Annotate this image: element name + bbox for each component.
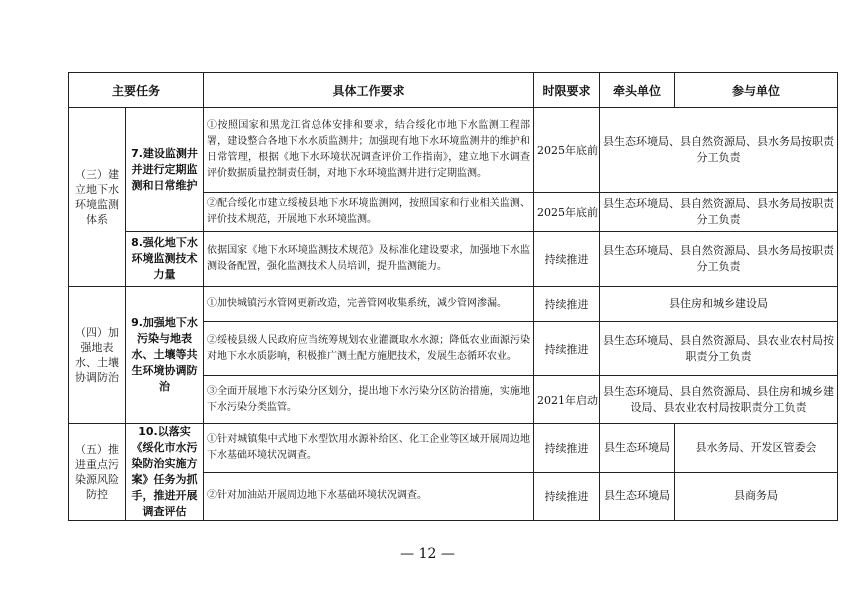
deadline-cell: 2025年底前 [534, 193, 600, 232]
table-row [69, 287, 838, 322]
lead-unit-cell: 县生态环境局 [600, 424, 675, 473]
lead-unit-cell: 县生态环境局 [600, 472, 675, 521]
header-task: 主要任务 [69, 73, 204, 108]
header-participants: 参与单位 [675, 73, 838, 108]
task-table [68, 72, 838, 521]
deadline-cell: 2025年底前 [534, 108, 600, 193]
lead-unit-cell: 县生态环境局、县自然资源局、县水务局按职责分工负责 [600, 193, 838, 232]
requirement-cell: ①针对城镇集中式地下水型饮用水源补给区、化工企业等区域开展周边地下水基础环境状况调查。 [204, 424, 534, 473]
lead-unit-cell: 县住房和城乡建设局 [600, 287, 838, 322]
main-task-cell: （五）推进重点污染源风险防控 [69, 424, 126, 521]
requirement-cell: ②针对加油站开展周边地下水基础环境状况调查。 [204, 472, 534, 521]
deadline-cell: 持续推进 [534, 287, 600, 322]
lead-unit-cell: 县生态环境局、县自然资源局、县水务局按职责分工负责 [600, 232, 838, 287]
main-task-cell: （三）建立地下水环境监测体系 [69, 108, 126, 287]
table-row [69, 424, 838, 473]
requirement-cell: 依据国家《地下水环境监测技术规范》及标准化建设要求，加强地下水监测设备配置，强化监测技术人员培训，提升监测能力。 [204, 232, 534, 287]
deadline-cell: 2021年启动 [534, 376, 600, 424]
requirement-cell: ②绥棱县级人民政府应当统筹规划农业灌溉取水水源；降低农业面源污染对地下水水质影响，积极推广测土配方施肥技术，发展生态循环农业。 [204, 322, 534, 376]
requirement-cell: ②配合绥化市建立绥棱县地下水环境监测网，按照国家和行业相关监测、评价技术规范，开展地下水环境监测。 [204, 193, 534, 232]
table-row [69, 232, 838, 287]
table-row [69, 108, 838, 193]
requirement-cell: ③全面开展地下水污染分区划分，提出地下水污染分区防治措施，实施地下水污染分类监管。 [204, 376, 534, 424]
header-lead: 牵头单位 [600, 73, 675, 108]
participant-unit-cell: 县水务局、开发区管委会 [675, 424, 838, 473]
deadline-cell: 持续推进 [534, 322, 600, 376]
header-requirement: 具体工作要求 [204, 73, 534, 108]
subtask-cell: 10.以落实《绥化市水污染防治实施方案》任务为抓手，推进开展调查评估 [126, 424, 204, 521]
subtask-cell: 8.强化地下水环境监测技术力量 [126, 232, 204, 287]
main-task-cell: （四）加强地表水、土壤协调防治 [69, 287, 126, 424]
header-deadline: 时限要求 [534, 73, 600, 108]
deadline-cell: 持续推进 [534, 232, 600, 287]
requirement-cell: ①加快城镇污水管网更新改造，完善管网收集系统，减少管网渗漏。 [204, 287, 534, 322]
requirement-cell: ①按照国家和黑龙江省总体安排和要求，结合绥化市地下水监测工程部署，建设整合各地下水水质监测井；加强现有地下水环境监测井的维护和日常管理，根据《地下水环境状况调查评价工作指南》，建立地下水调查评价数据质量控制责任制，对地下水环境监测井进行定期监测。 [204, 108, 534, 193]
deadline-cell: 持续推进 [534, 424, 600, 473]
page-number: — 12 — [400, 546, 455, 562]
subtask-cell: 7.建设监测井并进行定期监测和日常维护 [126, 108, 204, 232]
subtask-cell: 9.加强地下水污染与地表水、土壤等共生环境协调防治 [126, 287, 204, 424]
lead-unit-cell: 县生态环境局、县自然资源局、县水务局按职责分工负责 [600, 108, 838, 193]
participant-unit-cell: 县商务局 [675, 472, 838, 521]
table-header-row [69, 73, 838, 108]
lead-unit-cell: 县生态环境局、县自然资源局、县农业农村局按职责分工负责 [600, 322, 838, 376]
lead-unit-cell: 县生态环境局、县自然资源局、县住房和城乡建设局、县农业农村局按职责分工负责 [600, 376, 838, 424]
deadline-cell: 持续推进 [534, 472, 600, 521]
